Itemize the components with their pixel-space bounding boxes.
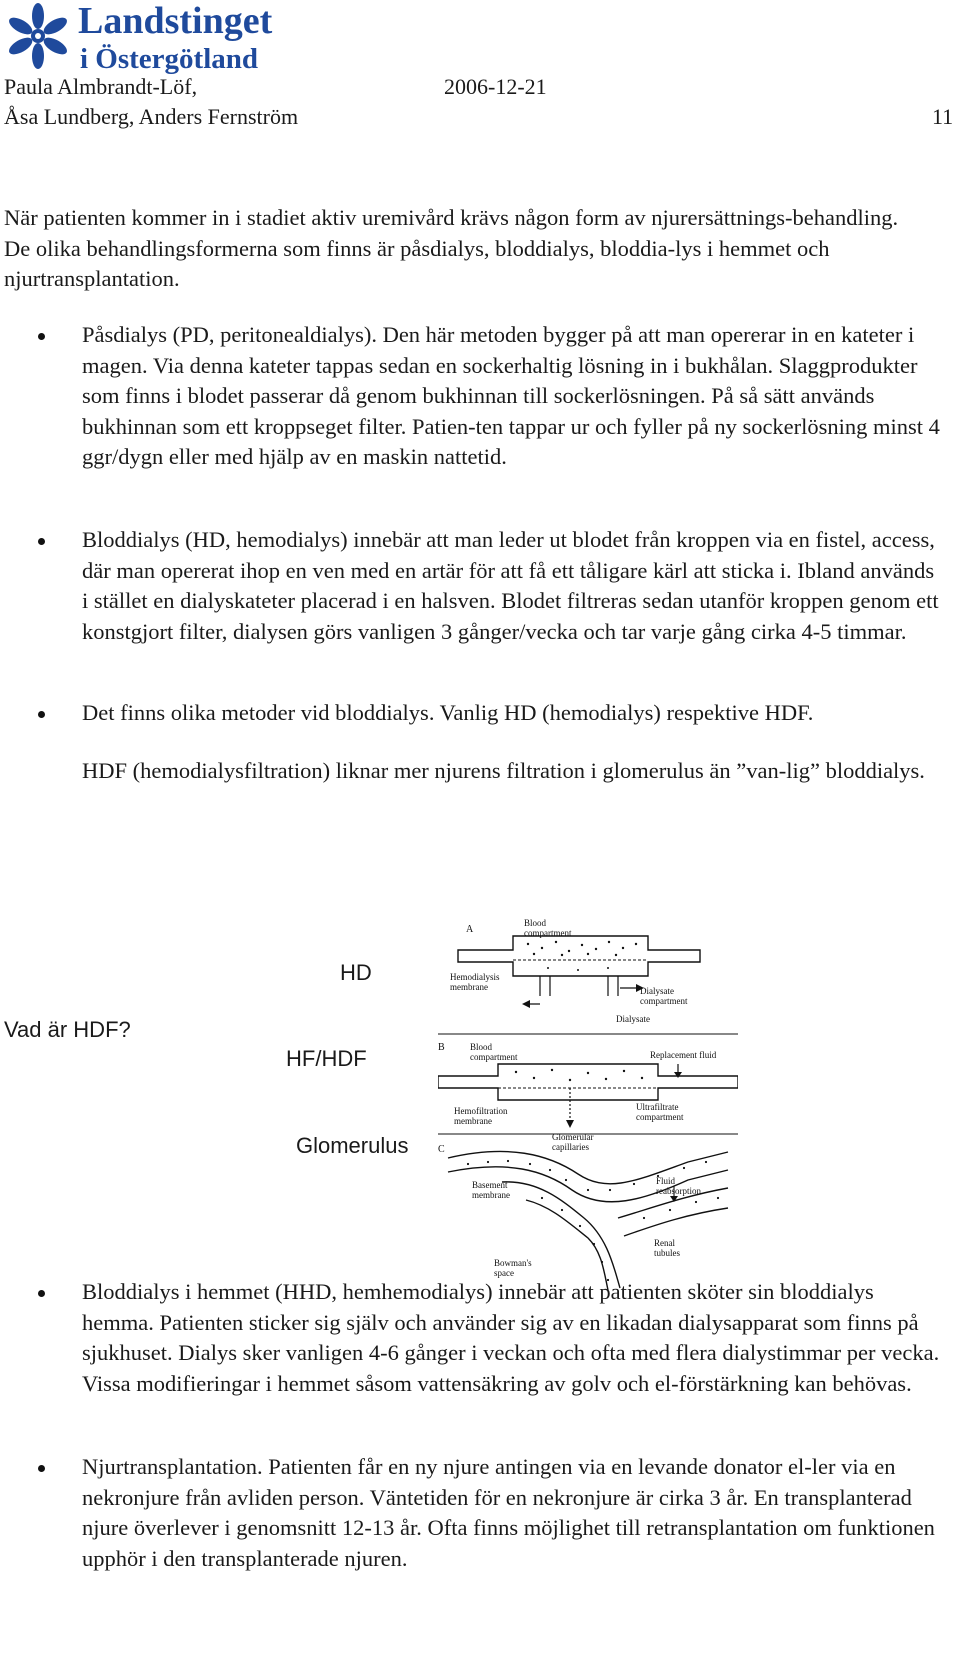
header-author-line1: Paula Almbrandt-Löf, (4, 74, 198, 99)
panel-b-membrane-label-2: membrane (454, 1116, 492, 1126)
panel-c-letter: C (438, 1144, 445, 1155)
bullet-text-line2: HDF (hemodialysfiltration) liknar mer njurens filtration i glomerulus än ”van-lig” bloddialys. (82, 758, 925, 783)
figure-label-hf-hdf: HF/HDF (286, 1046, 367, 1071)
panel-c-renal-tubules-2: tubules (654, 1248, 680, 1258)
panel-a-membrane-label-1: Hemodialysis (450, 972, 500, 982)
header-page-number: 11 (932, 104, 954, 129)
bullet-text-line1: Det finns olika metoder vid bloddialys. Vanlig HD (hemodialys) respektive HDF. (82, 700, 814, 725)
bullet-dot (38, 1465, 45, 1472)
bullet-dot (38, 538, 45, 545)
panel-b-letter: B (438, 1042, 445, 1053)
intro-paragraph: När patienten kommer in i stadiet aktiv uremivård krävs någon form av njurersättnings-behandling. De olika behandlingsformerna som finns är påsdialys, bloddialys, bloddia-lys i hemmet och njurtransplantation. (4, 205, 899, 291)
panel-c-capillaries-2: capillaries (552, 1142, 589, 1152)
bullet-text: Bloddialys i hemmet (HHD, hemhemodialys) innebär att patienten sköter sin bloddialys hemma. Patienten sticker sig själv och använder sig av en likadan dialysapparat som finns på sjukhuset. Dialys sker vanligen 4-6 gånger i veckan och ofta med flera dialystimmar per vecka. Vissa modifieringar i hemmet såsom vattensäkring av golv och el-förstärkning kan behövas. (82, 1279, 940, 1396)
panel-a-dialysate-compartment-1: Dialysate (640, 986, 674, 996)
panel-b-hemofiltration (438, 1034, 738, 1128)
landstinget-logo (2, 0, 302, 74)
panel-c-glomerulus (438, 1132, 738, 1290)
bullet-text: Påsdialys (PD, peritonealdialys). Den här metoden bygger på att man opererar in en kateter i magen. Via denna kateter tappas sedan en sockerhaltig lösning in i bukhålan. Slaggprodukter som finns i blodet passerar då genom bukhinnan till sockerlösningen. På så sätt används bukhinnan som ett kroppseget filter. Patien-ten tappar ur och fyller på ny sockerlösning minst 4 ggr/dygn eller med hjälp av en maskin nattetid. (82, 322, 940, 469)
bullet-dot (38, 1290, 45, 1297)
panel-b-membrane-label-1: Hemofiltration (454, 1106, 508, 1116)
panel-c-capillaries-1: Glomerular (552, 1132, 594, 1142)
figure-label-question: Vad är HDF? (4, 1017, 131, 1042)
logo-line2: i Östergötland (80, 43, 259, 74)
figure-label-glomerulus: Glomerulus (296, 1133, 409, 1158)
panel-a-letter: A (466, 924, 474, 935)
panel-a-dialysate-compartment-2: compartment (640, 996, 688, 1006)
logo-line1: Landstinget (78, 0, 273, 42)
header-date: 2006-12-21 (444, 74, 547, 99)
panel-c-renal-tubules-1: Renal (654, 1238, 675, 1248)
panel-a-dialysate: Dialysate (616, 1014, 650, 1024)
panel-c-fluid-reabsorption-1: Fluid (656, 1176, 676, 1186)
figure-label-hd: HD (340, 960, 372, 985)
panel-b-replacement-fluid: Replacement fluid (650, 1050, 717, 1060)
panel-b-blood-label-2: compartment (470, 1052, 518, 1062)
panel-c-bowmans-1: Bowman's (494, 1258, 532, 1268)
panel-a-membrane-label-2: membrane (450, 982, 488, 992)
bullet-dot (38, 333, 45, 340)
panel-c-bowmans-2: space (494, 1268, 514, 1278)
panel-c-basement-1: Basement (472, 1180, 508, 1190)
header-author-line2: Åsa Lundberg, Anders Fernström (4, 104, 299, 129)
panel-c-fluid-reabsorption-2: reabsorption (656, 1186, 701, 1196)
panel-b-ultrafiltrate-2: compartment (636, 1112, 684, 1122)
panel-a-blood-label-1: Blood (524, 918, 547, 928)
dialysis-diagram (438, 918, 738, 1318)
panel-b-ultrafiltrate-1: Ultrafiltrate (636, 1102, 679, 1112)
snowflake-emblem-icon (6, 3, 69, 69)
panel-c-basement-2: membrane (472, 1190, 510, 1200)
panel-a-hemodialysis (450, 918, 700, 1024)
bullet-text: Njurtransplantation. Patienten får en ny njure antingen via en levande donator el-ler via en nekronjure från avliden person. Väntetiden för en nekronjure är cirka 3 år. En transplanterad njure överlever i genomsnitt 12-13 år. Ofta finns möjlighet till retransplantation om funktionen upphör i den transplanterade njuren. (82, 1454, 935, 1571)
bullet-dot (38, 711, 45, 718)
panel-b-blood-label-1: Blood (470, 1042, 493, 1052)
bullet-text: Bloddialys (HD, hemodialys) innebär att man leder ut blodet från kroppen via en fistel, access, där man opererat ihop en ven med en artär för att få ett tåligare kärl att sticka i. Ibland används i stället en dialyskateter placerad i en halsven. Blodet filtreras sedan utanför kroppen genom ett konstgjort filter, dialysen görs vanligen 3 gånger/vecka och tar varje gång cirka 4-5 timmar. (82, 527, 939, 644)
panel-a-blood-label-2: compartment (524, 928, 572, 938)
